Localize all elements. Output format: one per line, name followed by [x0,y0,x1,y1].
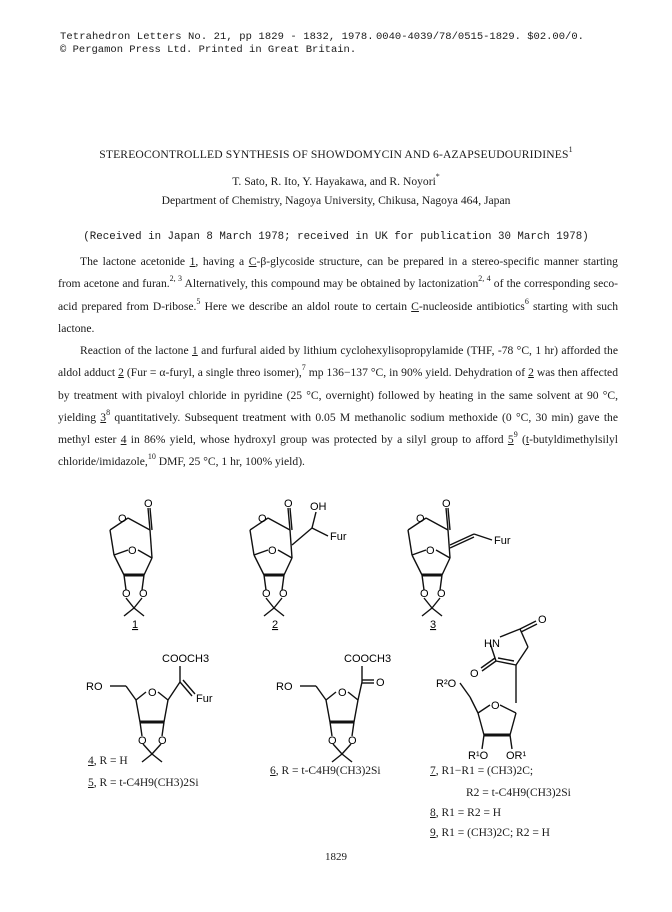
authors: T. Sato, R. Ito, Y. Hayakawa, and R. Noyori* [232,172,440,188]
svg-text:O: O [470,668,479,680]
svg-text:O: O [376,677,385,689]
svg-text:O: O [416,513,425,525]
svg-text:O: O [128,545,137,557]
caption-4: 4, R = H [88,755,128,767]
structure-7-9 [436,614,547,762]
svg-text:O: O [118,513,127,525]
article-title: STEREOCONTROLLED SYNTHESIS OF SHOWDOMYCIN AND 6-AZAPSEUDOURIDINES$^1$ [99,145,573,161]
svg-text:R²O: R²O [436,678,457,690]
caption-5: 5, R = t-C4H9(CH3)2Si [88,777,199,789]
affiliation: Department of Chemistry, Nagoya University, Chikusa, Nagoya 464, Japan [161,194,511,207]
structure-3 [408,498,511,616]
page-number: 1829 [325,851,347,863]
svg-text:O: O [491,700,500,712]
svg-text:Fur: Fur [330,531,347,543]
svg-text:O: O [144,498,153,510]
svg-text:O: O [442,498,451,510]
svg-text:O: O [158,735,167,747]
svg-text:O: O [279,588,288,600]
svg-text:HN: HN [484,638,500,650]
caption-7-line2: R2 = t-C4H9(CH3)2Si [466,787,571,799]
svg-text:COOCH3: COOCH3 [162,653,210,665]
svg-text:OH: OH [310,501,327,513]
svg-text:O: O [338,687,347,699]
svg-text:O: O [138,735,147,747]
svg-text:O: O [426,545,435,557]
structure-4-5 [86,653,213,762]
journal-citation: Tetrahedron Letters No. 21, pp 1829 - 1832, 1978. [60,31,374,43]
body-paragraph-2: Reaction of the lactone 1 and furfural aided by lithium cyclohexylisopropylamide (THF, -78 °C, 1 hr) afforded the aldol adduct 2 (Fur = α-furyl, a single threo isomer),$^7$ mp 136−137 °C, in 90% yield. Dehydration of 2 was then affected by treatment with pivaloyl chloride in pyridine (25 °C, overnight) followed by heating in the same solvent at 90 °C, yielding $3^8$ quantitatively. Subsequent treatment with 0.05 M methanolic sodium methoxide (0 °C, 30 min) gave the methyl ester 4 in 86% yield, whose hydroxyl group was protected by a silyl group to afford $5^9$ (t-butyldimethylsilyl chloride/imidazole,$^{10}$ DMF, 25 °C, 1 hr, 100% yield). [58,344,618,469]
svg-text:O: O [262,588,271,600]
svg-text:O: O [328,735,337,747]
svg-text:O: O [122,588,131,600]
svg-text:O: O [148,687,157,699]
svg-text:O: O [284,498,293,510]
structure-label-3: 3 [430,619,437,631]
received-dates: (Received in Japan 8 March 1978; received in UK for publication 30 March 1978) [83,231,589,243]
svg-text:O: O [420,588,429,600]
svg-text:O: O [139,588,148,600]
journal-header [60,31,374,43]
structure-label-2: 2 [272,619,279,631]
caption-8: 8, R1 = R2 = H [430,807,502,819]
svg-text:RO: RO [86,681,103,693]
structure-6 [276,653,391,762]
caption-9: 9, R1 = (CH3)2C; R2 = H [430,827,550,839]
journal-code: 0040-4039/78/0515-1829. $02.00/0. [376,31,584,43]
structure-2 [250,498,347,616]
caption-6: 6, R = t-C4H9(CH3)2Si [270,765,381,777]
svg-text:Fur: Fur [196,693,213,705]
svg-text:O: O [437,588,446,600]
caption-7: 7, R1−R1 = (CH3)2C; [430,765,534,777]
svg-text:O: O [258,513,267,525]
body-paragraph-1: The lactone acetonide 1, having a C-β-glycoside structure, can be prepared in a stereo-specific manner starting from acetone and furan.$^{2, 3}$ Alternatively, this compound may be obtained by lactonization$^{2, 4}$ of the corresponding seco-acid prepared from D-ribose.$^5$ Here we describe an aldol route to certain C-nucleoside antibiotics$^6$ starting with such lactone. [58,255,619,335]
svg-text:Fur: Fur [494,535,511,547]
structure-label-1: 1 [132,619,139,631]
copyright-line: © Pergamon Press Ltd. Printed in Great Britain. [60,44,357,56]
svg-text:O: O [348,735,357,747]
svg-text:O: O [538,614,547,626]
svg-text:OR¹: OR¹ [506,750,527,762]
svg-text:R¹O: R¹O [468,750,489,762]
svg-text:RO: RO [276,681,293,693]
svg-text:O: O [268,545,277,557]
svg-text:COOCH3: COOCH3 [344,653,392,665]
structure-1 [110,498,153,616]
